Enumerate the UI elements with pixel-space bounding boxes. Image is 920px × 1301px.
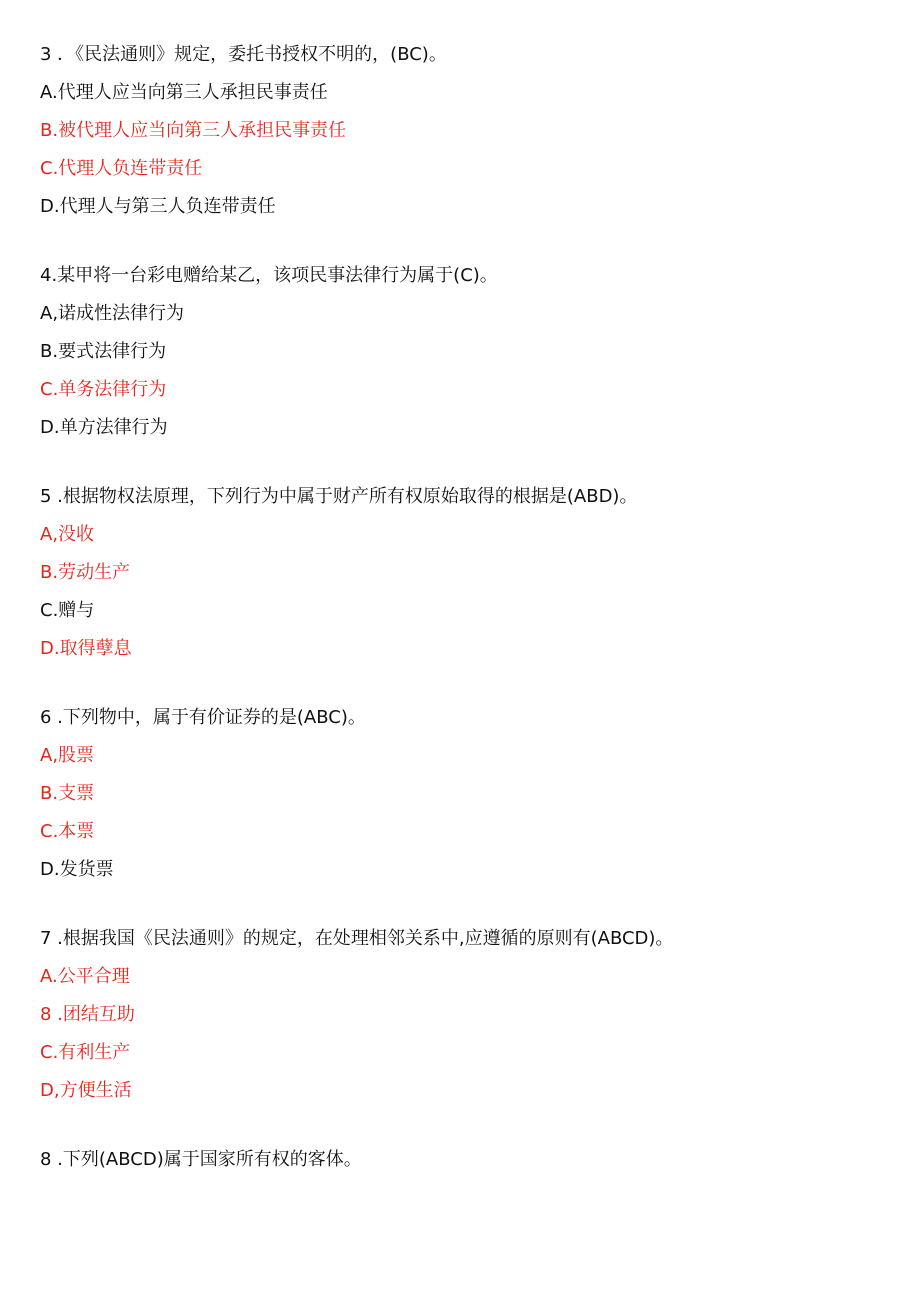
option-b: 8 .团结互助: [40, 1004, 135, 1025]
question-stem: 7 .根据我国《民法通则》的规定，在处理相邻关系中,应遵循的原则有(ABCD)。: [40, 928, 674, 949]
spacer: [40, 226, 900, 257]
option-a: A,诺成性法律行为: [40, 303, 185, 324]
question-3: [40, 36, 900, 226]
option-d: D.代理人与第三人负连带责任: [40, 196, 276, 217]
option-d: D.取得孽息: [40, 638, 132, 659]
question-8: [40, 1141, 900, 1179]
option-d: D.发货票: [40, 859, 114, 880]
question-stem: 4.某甲将一台彩电赠给某乙，该项民事法律行为属于(C)。: [40, 265, 498, 286]
question-stem: 6 .下列物中，属于有价证券的是(ABC)。: [40, 707, 366, 728]
option-b: B.支票: [40, 783, 95, 804]
question-stem: 5 .根据物权法原理，下列行为中属于财产所有权原始取得的根据是(ABD)。: [40, 486, 638, 507]
option-c: C.有利生产: [40, 1042, 131, 1063]
spacer: [40, 668, 900, 699]
question-6: [40, 699, 900, 889]
option-c: C.本票: [40, 821, 95, 842]
option-c: C.单务法律行为: [40, 379, 167, 400]
option-c: C.代理人负连带责任: [40, 158, 203, 179]
document-page: [40, 36, 900, 1179]
question-7: [40, 920, 900, 1110]
question-stem: 8 .下列(ABCD)属于国家所有权的客体。: [40, 1149, 362, 1170]
spacer: [40, 447, 900, 478]
option-c: C.赠与: [40, 600, 95, 621]
option-b: B.要式法律行为: [40, 341, 167, 362]
option-a: A.代理人应当向第三人承担民事责任: [40, 82, 328, 103]
question-5: [40, 478, 900, 668]
question-4: [40, 257, 900, 447]
option-a: A,股票: [40, 745, 95, 766]
option-b: B.被代理人应当向第三人承担民事责任: [40, 120, 347, 141]
option-d: D,方便生活: [40, 1080, 132, 1101]
option-a: A,没收: [40, 524, 95, 545]
option-b: B.劳动生产: [40, 562, 131, 583]
option-d: D.单方法律行为: [40, 417, 168, 438]
question-stem: 3 ．《民法通则》规定，委托书授权不明的，(BC)。: [40, 44, 447, 65]
spacer: [40, 1110, 900, 1141]
option-a: A.公平合理: [40, 966, 130, 987]
spacer: [40, 889, 900, 920]
